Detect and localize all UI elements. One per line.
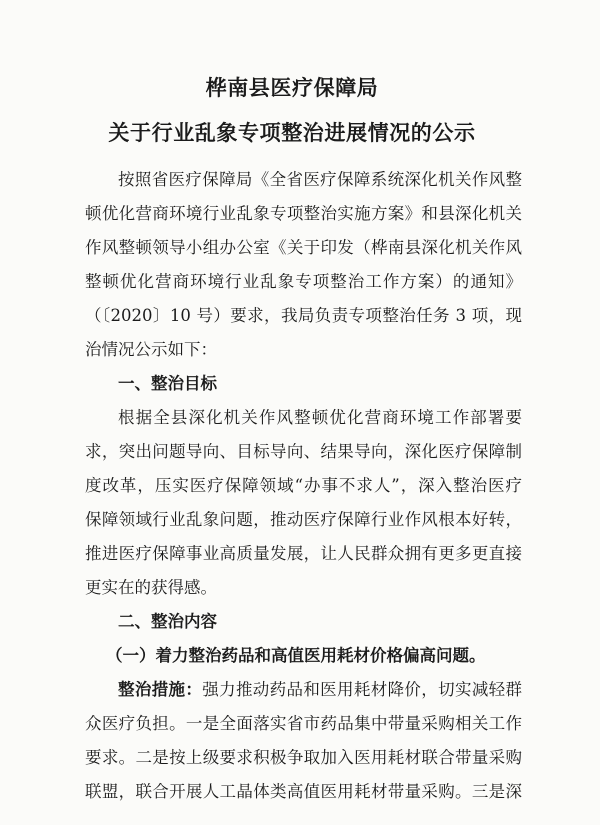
intro-line: 顿优化营商环境行业乱象专项整治实施方案》和县深化机关 bbox=[85, 204, 522, 223]
measures-line: 众医疗负担。一是全面落实省市药品集中带量采购相关工作 bbox=[85, 714, 522, 733]
item-heading-drug-prices: （一）着力整治药品和高值医用耗材价格偏高问题。 bbox=[106, 646, 486, 665]
section-heading-content: 二、整治内容 bbox=[118, 612, 217, 631]
goals-line: 保障领域行业乱象问题，推动医疗保障行业作风根本好转， bbox=[85, 510, 522, 529]
measures-line: 联盟，联合开展人工晶体类高值医用耗材带量采购。三是深 bbox=[85, 782, 522, 801]
goals-line: 度改革，压实医疗保障领域“办事不求人”，深入整治医疗 bbox=[85, 476, 522, 495]
document-body bbox=[85, 163, 522, 809]
measures-line bbox=[85, 673, 522, 707]
intro-line: 整顿优化营商环境行业乱象专项整治工作方案）的通知》 bbox=[85, 272, 522, 291]
intro-line: （〔2020〕10 号）要求，我局负责专项整治任务 3 项，现 bbox=[85, 306, 522, 325]
document-title: 关于行业乱象专项整治进展情况的公示 bbox=[108, 120, 476, 145]
measures-text: 强力推动药品和医用耗材降价，切实减轻群 bbox=[202, 680, 522, 699]
organization-title: 桦南县医疗保障局 bbox=[205, 75, 379, 100]
measures-line: 要求。二是按上级要求积极争取加入医用耗材联合带量采购 bbox=[85, 748, 522, 767]
goals-line: 更实在的获得感。 bbox=[85, 578, 217, 597]
intro-line: 治情况公示如下： bbox=[85, 340, 217, 359]
intro-line: 按照省医疗保障局《全省医疗保障系统深化机关作风整 bbox=[118, 170, 522, 189]
section-heading-goals: 一、整治目标 bbox=[118, 374, 217, 393]
goals-line: 推进医疗保障事业高质量发展，让人民群众拥有更多更直接 bbox=[85, 544, 522, 563]
goals-line: 求，突出问题导向、目标导向、结果导向，深化医疗保障制 bbox=[85, 442, 522, 461]
intro-line: 作风整顿领导小组办公室《关于印发（桦南县深化机关作风 bbox=[85, 238, 522, 257]
measures-label: 整治措施： bbox=[118, 680, 203, 699]
goals-line: 根据全县深化机关作风整顿优化营商环境工作部署要 bbox=[118, 408, 522, 427]
